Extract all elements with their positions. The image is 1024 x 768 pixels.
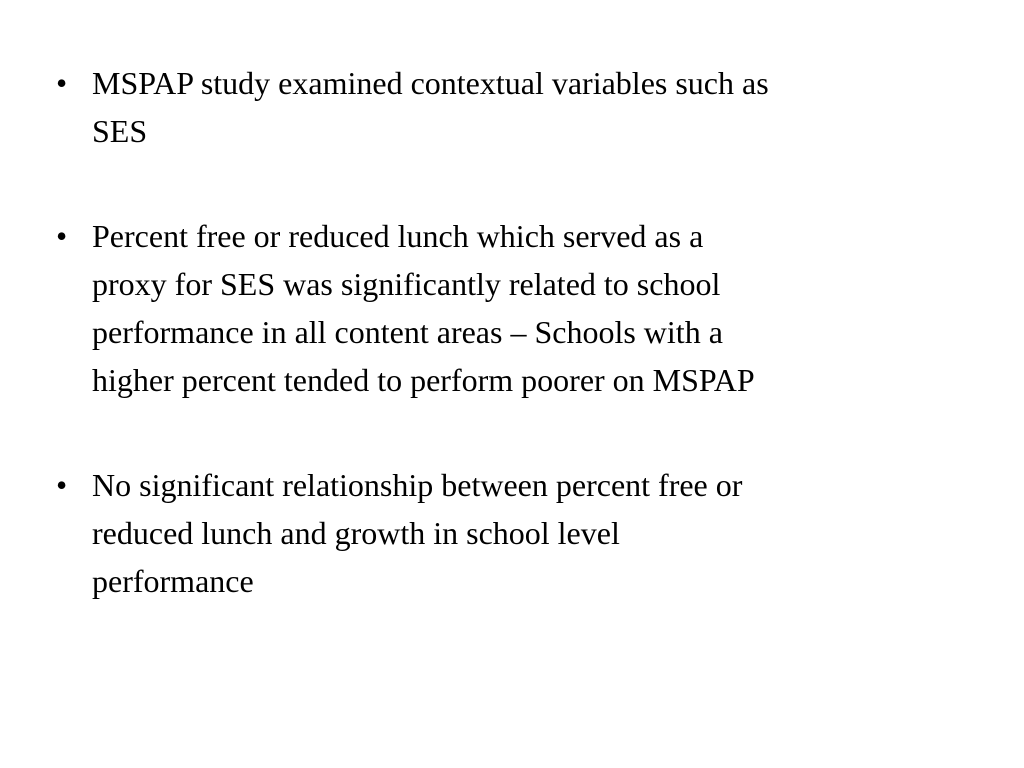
bullet-line: No significant relationship between percent free or (92, 467, 743, 503)
bullet-marker: • (56, 65, 68, 101)
bullet-line: reduced lunch and growth in school level (92, 515, 620, 551)
bullet-line: higher percent tended to perform poorer on MSPAP (92, 362, 755, 398)
bullet-text (92, 212, 956, 404)
bullet-marker: • (56, 218, 68, 254)
bullet-item-free-reduced-lunch (56, 212, 956, 404)
bullet-line: SES (92, 113, 148, 149)
bullet-line: performance (92, 563, 254, 599)
bullet-list (56, 59, 956, 605)
bullet-line: Percent free or reduced lunch which served as a (92, 218, 704, 254)
bullet-line: performance in all content areas – Schools with a (92, 314, 723, 350)
bullet-line: MSPAP study examined contextual variables such as (92, 65, 769, 101)
bullet-item-no-significant-relationship (56, 461, 956, 605)
bullet-item-contextual-variables (56, 59, 956, 155)
bullet-text (92, 59, 956, 155)
bullet-marker: • (56, 467, 68, 503)
bullet-line: proxy for SES was significantly related to school (92, 266, 721, 302)
bullet-text (92, 461, 956, 605)
